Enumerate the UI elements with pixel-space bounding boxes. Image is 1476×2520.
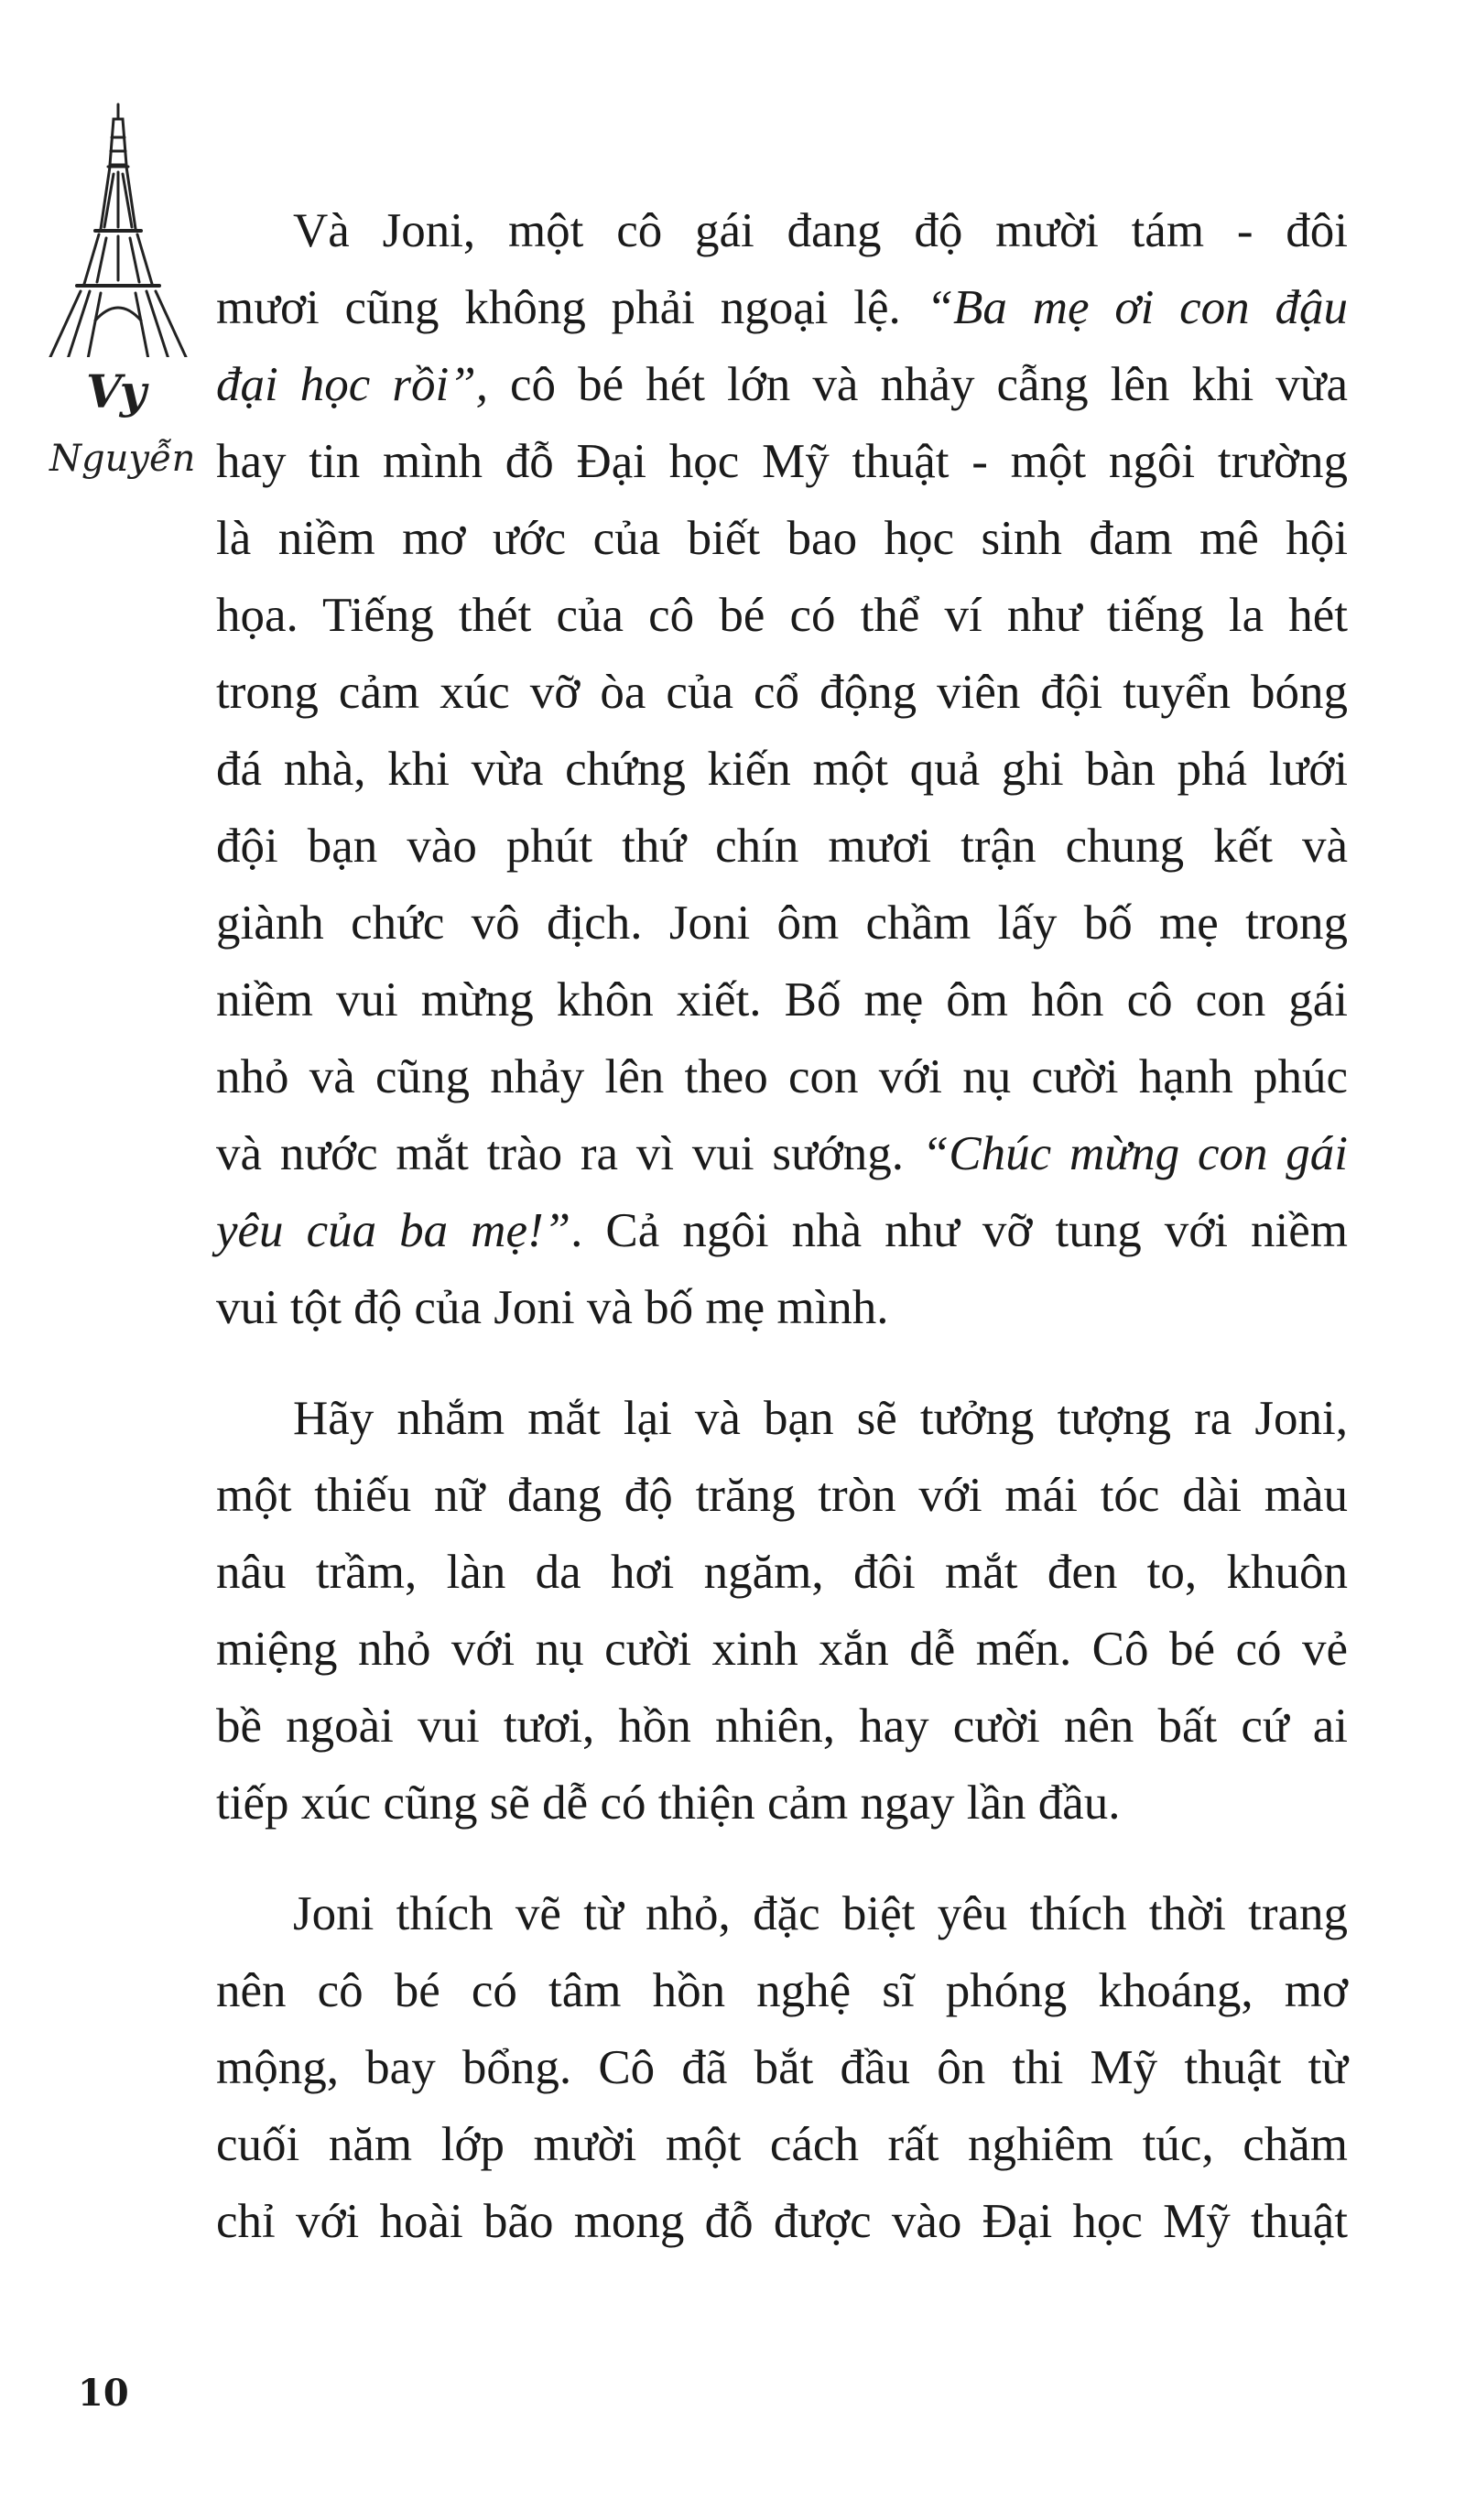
text-line: miệng nhỏ với nụ cười xinh xắn dễ mến. Cô bé có vẻ (216, 1623, 1348, 1676)
quote-italic: yêu của ba mẹ!” (216, 1204, 571, 1257)
quote-italic: “Chúc mừng con gái (921, 1127, 1349, 1180)
text-line: giành chức vô địch. Joni ôm chầm lấy bố mẹ trong (216, 896, 1348, 950)
page-number: 10 (78, 2372, 129, 2415)
paragraph-1 (216, 192, 1348, 1346)
text-line: đội bạn vào phút thứ chín mươi trận chung kết và (216, 820, 1348, 873)
text-line: đại học rồi”, cô bé hét lớn và nhảy cẫng lên khi vừa (216, 358, 1349, 411)
body-text (216, 192, 1348, 2260)
text-line: một thiếu nữ đang độ trăng tròn với mái tóc dài màu (216, 1469, 1348, 1522)
text-line: yêu của ba mẹ!”. Cả ngôi nhà như vỡ tung với niềm (216, 1204, 1349, 1257)
text-line: tiếp xúc cũng sẽ dễ có thiện cảm ngay lần đầu. (216, 1776, 1121, 1830)
quote-italic: “Ba mẹ ơi con đậu (926, 281, 1348, 334)
text-line: nâu trầm, làn da hơi ngăm, đôi mắt đen to, khuôn (216, 1546, 1348, 1599)
text-line: là niềm mơ ước của biết bao học sinh đam mê hội (216, 512, 1348, 565)
text-line: Hãy nhắm mắt lại và bạn sẽ tưởng tượng ra Joni, (293, 1392, 1348, 1445)
text-line: nên cô bé có tâm hồn nghệ sĩ phóng khoáng, mơ (216, 1964, 1348, 2017)
text-line: Joni thích vẽ từ nhỏ, đặc biệt yêu thích thời trang (293, 1887, 1348, 1940)
eiffel-tower-icon (31, 101, 205, 357)
text-line: đá nhà, khi vừa chứng kiến một quả ghi bàn phá lưới (216, 743, 1348, 796)
text-line: cuối năm lớp mười một cách rất nghiêm túc, chăm (216, 2118, 1348, 2171)
logo-name-nguyen: Nguyễn (49, 438, 196, 480)
text-line: bề ngoài vui tươi, hồn nhiên, hay cười nên bất cứ ai (216, 1700, 1348, 1753)
text-line: mộng, bay bổng. Cô đã bắt đầu ôn thi Mỹ thuật từ (216, 2041, 1348, 2094)
paragraph-2 (216, 1380, 1348, 1841)
quote-italic: đại học rồi”, (216, 358, 488, 411)
text-line: hay tin mình đỗ Đại học Mỹ thuật - một ngôi trường (216, 435, 1348, 488)
text-line: vui tột độ của Joni và bố mẹ mình. (216, 1281, 889, 1334)
text-line: trong cảm xúc vỡ òa của cổ động viên đội tuyển bóng (216, 666, 1348, 719)
logo-name-vy: Vy (86, 364, 147, 418)
text-line: niềm vui mừng khôn xiết. Bố mẹ ôm hôn cô con gái (216, 973, 1348, 1026)
text-line: chỉ với hoài bão mong đỗ được vào Đại học Mỹ thuật (216, 2195, 1348, 2248)
author-logo (31, 101, 205, 485)
paragraph-3 (216, 1875, 1348, 2260)
text-line: mươi cũng không phải ngoại lệ. “Ba mẹ ơi con đậu (216, 281, 1348, 334)
text-line: họa. Tiếng thét của cô bé có thể ví như tiếng la hét (216, 589, 1348, 642)
text-line: nhỏ và cũng nhảy lên theo con với nụ cười hạnh phúc (216, 1050, 1348, 1103)
text-line: và nước mắt trào ra vì vui sướng. “Chúc mừng con gái (216, 1127, 1349, 1180)
text-line: Và Joni, một cô gái đang độ mười tám - đôi (293, 204, 1348, 257)
